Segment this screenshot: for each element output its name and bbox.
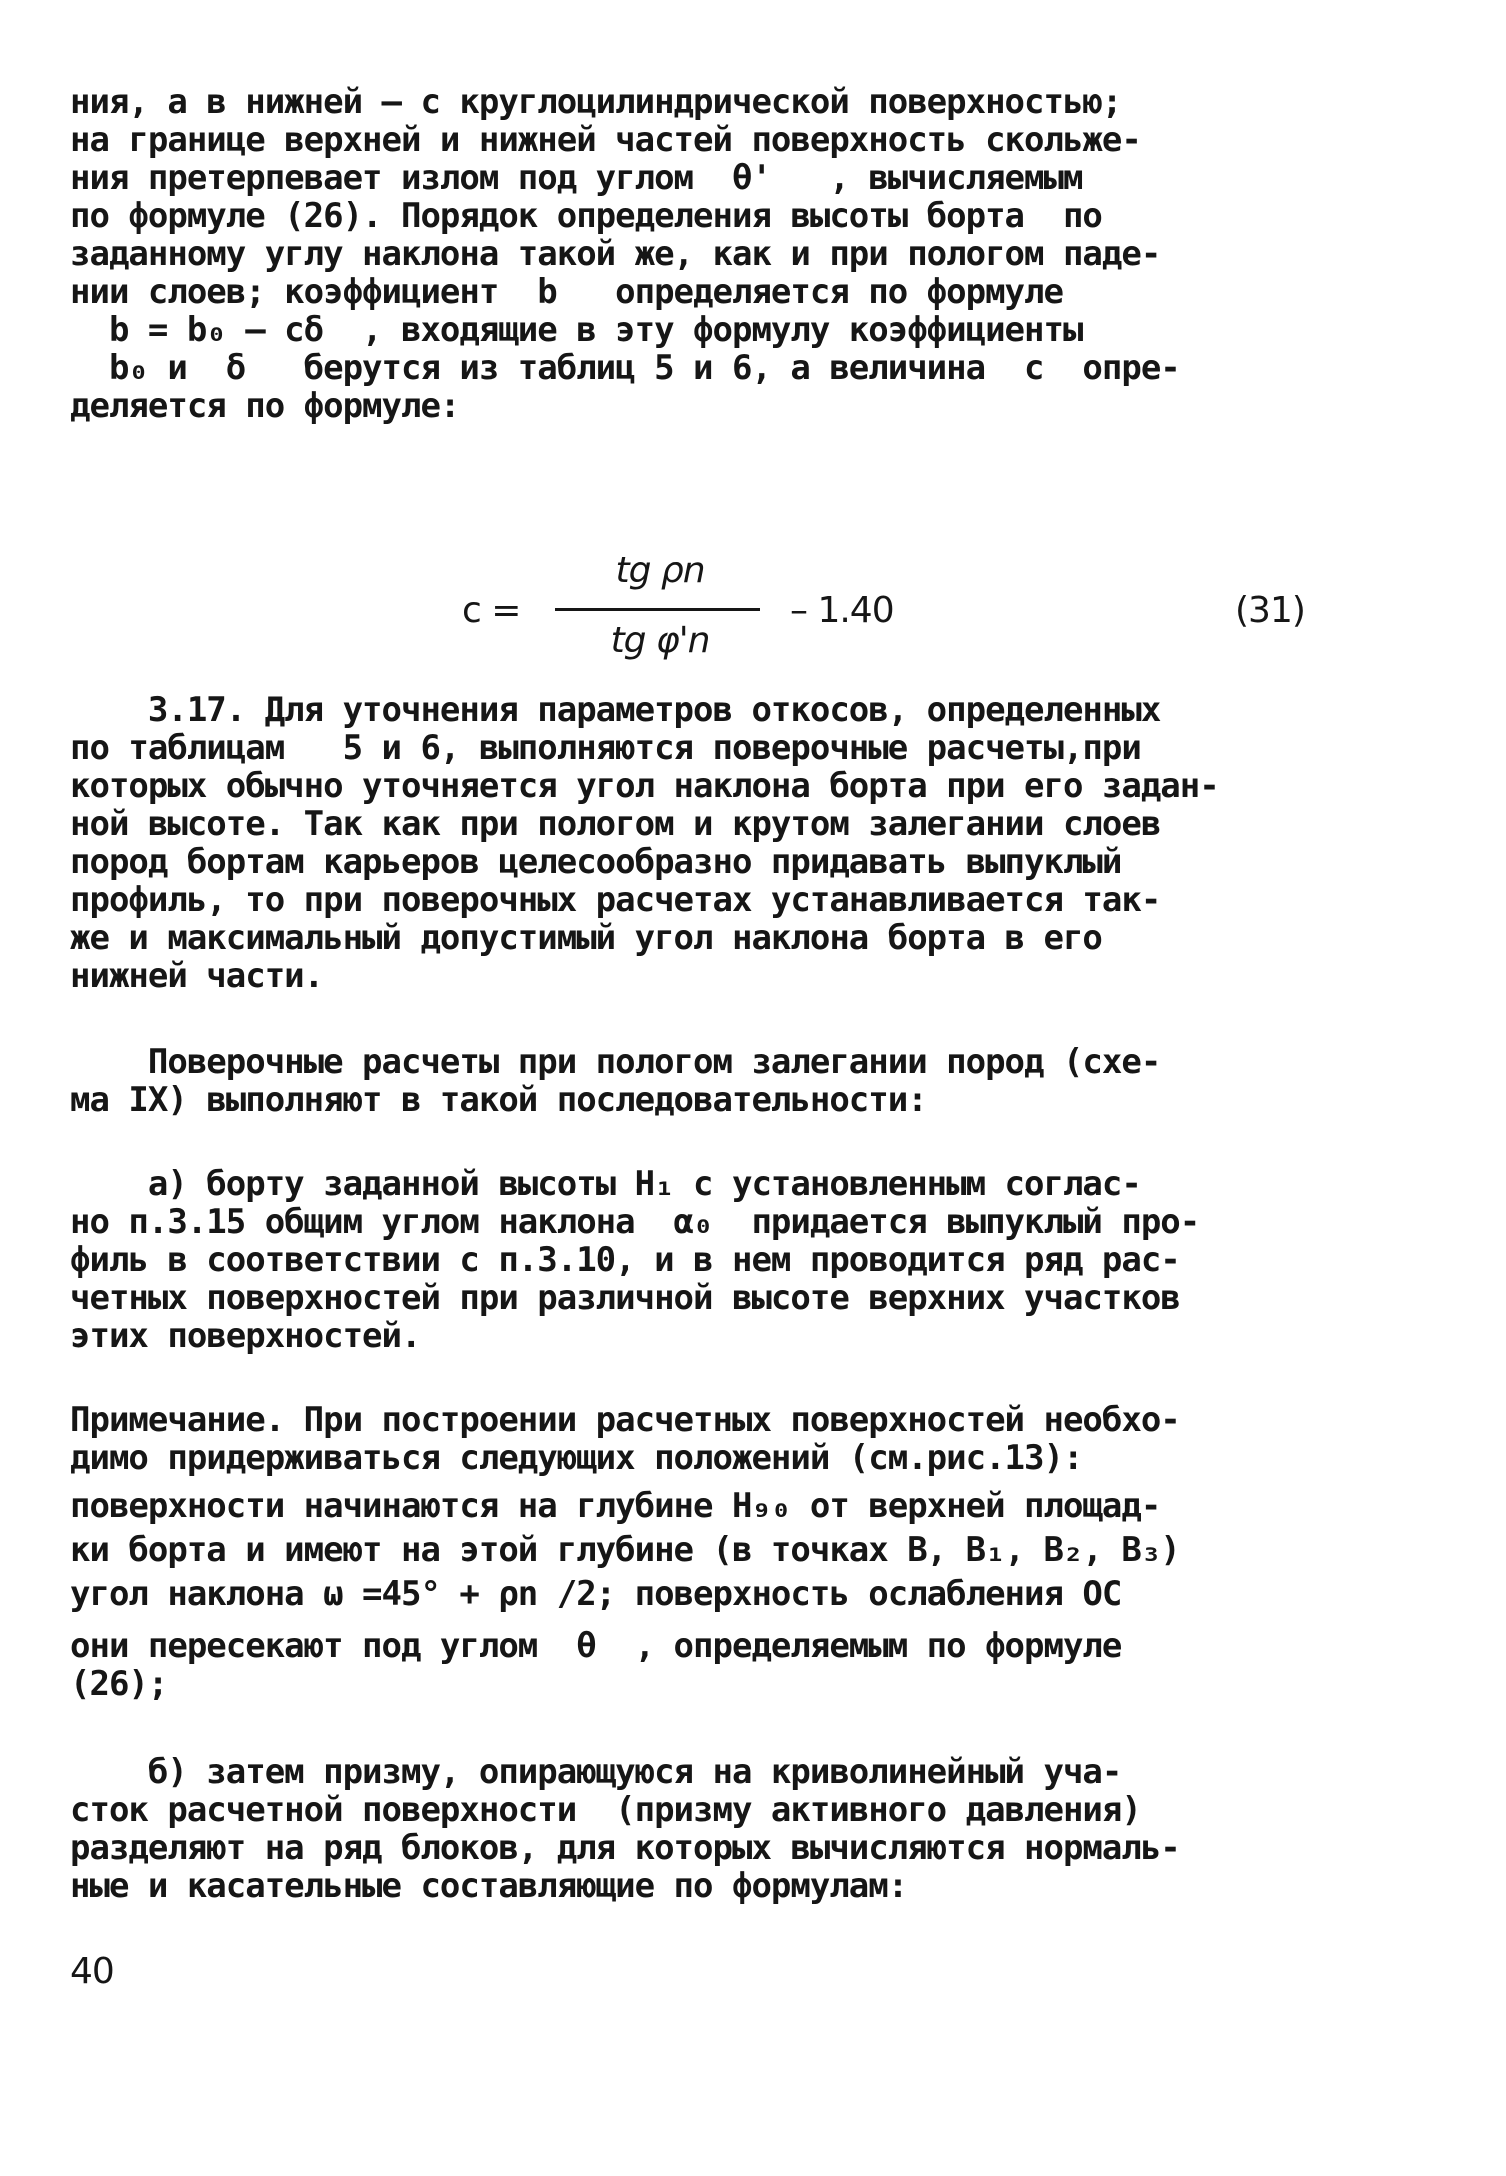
text-line: сток расчетной поверхности (призму активного давления)	[70, 1790, 1141, 1830]
text-line: b = b₀ – cδ , входящие в эту формулу коэффициенты	[70, 310, 1083, 350]
text-line: заданному углу наклона такой же, как и при пологом паде-	[70, 234, 1161, 274]
text-line: четных поверхностей при различной высоте верхних участков	[70, 1278, 1180, 1318]
formula-rhs: – 1.40	[790, 590, 894, 631]
text-line: б) затем призму, опирающуюся на криволинейный уча-	[70, 1752, 1122, 1792]
text-line: деляется по формуле:	[70, 386, 460, 426]
text-line: ной высоте. Так как при пологом и крутом залегании слоев	[70, 804, 1161, 844]
formula-denominator: tg φ'n	[610, 620, 710, 661]
equation-number: (31)	[1235, 590, 1305, 631]
text-line: b₀ и δ берутся из таблиц 5 и 6, а величина с опре-	[70, 348, 1180, 388]
text-line: ния претерпевает излом под углом θ' , вычисляемым	[70, 158, 1083, 198]
fraction-bar	[555, 608, 760, 611]
text-line: димо придерживаться следующих положений (см.рис.13):	[70, 1438, 1083, 1478]
text-line: филь в соответствии с п.3.10, и в нем проводится ряд рас-	[70, 1240, 1180, 1280]
text-line: а) борту заданной высоты H₁ с установленным соглас-	[70, 1164, 1141, 1204]
formula-numerator: tg ρn	[615, 550, 705, 591]
formula-lhs: c =	[462, 590, 521, 631]
text-line: ма IX) выполняют в такой последовательности:	[70, 1080, 927, 1120]
text-line: по формуле (26). Порядок определения высоты борта по	[70, 196, 1102, 236]
page-number: 40	[70, 1951, 114, 1992]
text-line: этих поверхностей.	[70, 1316, 421, 1356]
text-line: же и максимальный допустимый угол наклона борта в его	[70, 918, 1102, 958]
text-line: пород бортам карьеров целесообразно придавать выпуклый	[70, 842, 1122, 882]
text-line: по таблицам 5 и 6, выполняются поверочные расчеты,при	[70, 728, 1141, 768]
text-line: которых обычно уточняется угол наклона борта при его задан-	[70, 766, 1219, 806]
text-line: нии слоев; коэффициент b определяется по формуле	[70, 272, 1063, 312]
text-line: на границе верхней и нижней частей поверхность скольже-	[70, 120, 1141, 160]
text-line: но п.3.15 общим углом наклона α₀ придается выпуклый про-	[70, 1202, 1200, 1242]
text-line: профиль, то при поверочных расчетах устанавливается так-	[70, 880, 1161, 920]
text-line: 3.17. Для уточнения параметров откосов, определенных	[70, 690, 1161, 730]
text-line: нижней части.	[70, 956, 324, 996]
text-line: Поверочные расчеты при пологом залегании пород (схе-	[70, 1042, 1161, 1082]
text-line: ки борта и имеют на этой глубине (в точках B, B₁, B₂, B₃)	[70, 1530, 1180, 1570]
text-line: ния, а в нижней – с круглоцилиндрической поверхностью;	[70, 82, 1122, 122]
text-line: поверхности начинаются на глубине H₉₀ от верхней площад-	[70, 1486, 1161, 1526]
text-line: они пересекают под углом θ , определяемым по формуле	[70, 1626, 1122, 1666]
text-line: разделяют на ряд блоков, для которых вычисляются нормаль-	[70, 1828, 1180, 1868]
text-line: ные и касательные составляющие по формулам:	[70, 1866, 908, 1906]
text-line: Примечание. При построении расчетных поверхностей необхо-	[70, 1400, 1180, 1440]
text-line: угол наклона ω =45° + ρn /2; поверхность ослабления OC	[70, 1574, 1122, 1614]
text-line: (26);	[70, 1664, 168, 1704]
